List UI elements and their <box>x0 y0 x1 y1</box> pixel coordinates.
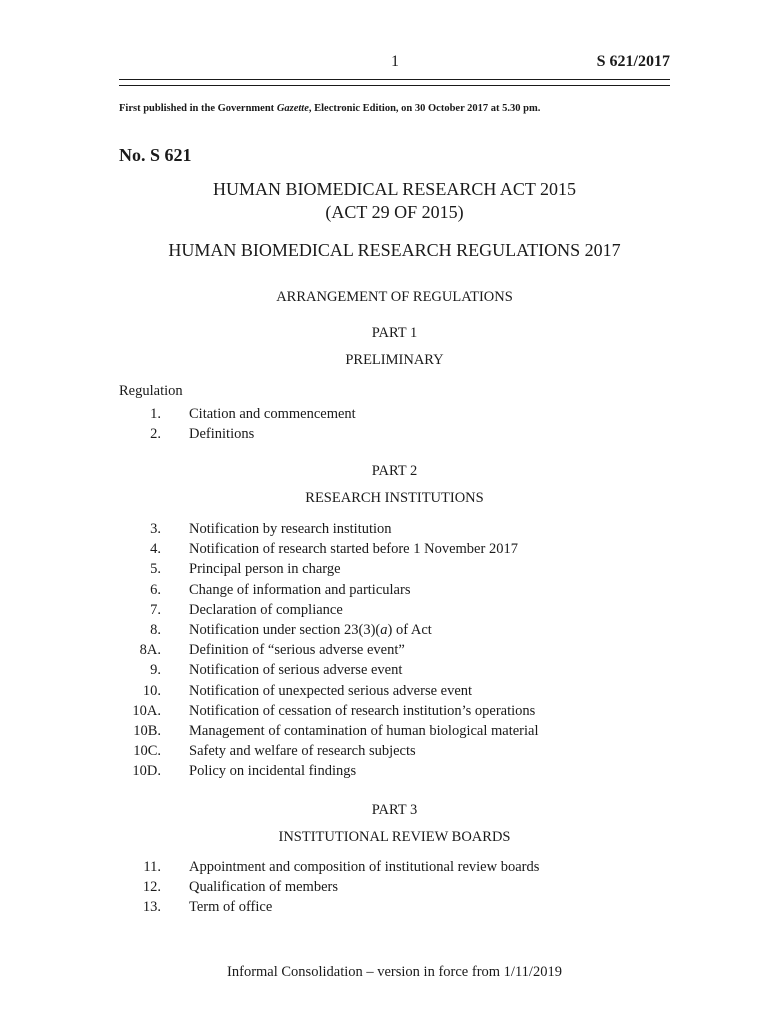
part-2-regulation-list <box>119 519 679 781</box>
regulation-title: Safety and welfare of research subjects <box>189 743 416 760</box>
list-item <box>119 857 679 877</box>
list-item <box>119 877 679 897</box>
act-title: HUMAN BIOMEDICAL RESEARCH ACT 2015 <box>212 179 577 199</box>
list-item <box>119 404 679 424</box>
regulation-title: Qualification of members <box>189 879 338 896</box>
regulation-title: Notification under section 23(3)(a) of Act <box>189 621 432 638</box>
regulation-title: Definitions <box>189 426 255 443</box>
regulation-number: 12. <box>142 879 161 896</box>
list-item <box>119 761 679 781</box>
consolidation-footer: Informal Consolidation – version in force from 1/11/2019 <box>227 964 562 980</box>
regulation-number: 10A. <box>132 702 161 719</box>
regulation-title: Notification of research started before 1 November 2017 <box>189 541 518 558</box>
header-rule-bottom <box>119 85 670 86</box>
regulation-number: 8. <box>150 621 161 638</box>
regulation-column-label: Regulation <box>119 383 183 399</box>
part-3-regulation-list <box>119 857 679 918</box>
regulation-number: 3. <box>150 521 161 537</box>
regulation-number: 10B. <box>133 722 161 739</box>
regulation-title: Definition of “serious adverse event” <box>189 642 405 659</box>
page-number: 1 <box>391 53 399 70</box>
publication-note: First published in the Government Gazette, Electronic Edition, on 30 October 2017 at 5.30 pm. <box>119 103 541 114</box>
part-2-label: PART 2 <box>371 463 418 479</box>
list-item <box>119 897 679 917</box>
regulation-number: 11. <box>143 859 161 875</box>
list-item <box>119 640 679 660</box>
list-item <box>119 660 679 680</box>
list-item <box>119 681 679 701</box>
list-item <box>119 620 679 640</box>
gazette-reference: S 621/2017 <box>596 53 670 70</box>
regulation-number: 8A. <box>139 642 161 659</box>
regulation-number: 10D. <box>132 763 161 780</box>
part-1-title: PRELIMINARY <box>345 352 444 368</box>
regulation-title: Change of information and particulars <box>189 581 411 598</box>
regulation-title: Management of contamination of human biological material <box>189 722 539 739</box>
regulations-title: HUMAN BIOMEDICAL RESEARCH REGULATIONS 2017 <box>168 240 621 260</box>
part-1-label: PART 1 <box>371 325 418 341</box>
part-3-title: INSTITUTIONAL REVIEW BOARDS <box>278 829 511 845</box>
regulation-title: Notification of unexpected serious adverse event <box>189 682 473 699</box>
regulation-number: 6. <box>150 581 161 598</box>
regulation-number: 13. <box>142 899 161 916</box>
regulation-number: 4. <box>150 541 161 558</box>
regulation-title: Appointment and composition of institutional review boards <box>189 859 540 875</box>
list-item <box>119 580 679 600</box>
regulation-number: 1. <box>150 406 161 422</box>
regulation-number: 9. <box>150 662 161 679</box>
list-item <box>119 519 679 539</box>
notice-number: No. S 621 <box>119 145 192 165</box>
regulation-title: Policy on incidental findings <box>189 763 357 780</box>
part-3-label: PART 3 <box>371 802 418 818</box>
regulation-title: Citation and commencement <box>189 406 356 422</box>
regulation-number: 5. <box>150 561 161 578</box>
regulation-number: 7. <box>150 601 161 618</box>
act-number: (ACT 29 OF 2015) <box>325 202 464 222</box>
list-item <box>119 559 679 579</box>
regulation-number: 2. <box>150 426 161 443</box>
regulation-title: Principal person in charge <box>189 561 341 578</box>
list-item <box>119 424 679 444</box>
regulation-title: Term of office <box>189 899 273 916</box>
list-item <box>119 701 679 721</box>
regulation-title: Notification of serious adverse event <box>189 662 403 679</box>
arrangement-title: ARRANGEMENT OF REGULATIONS <box>276 289 513 305</box>
regulation-number: 10C. <box>133 743 161 760</box>
header-rule-top <box>119 79 670 80</box>
part-2-title: RESEARCH INSTITUTIONS <box>305 490 484 506</box>
list-item <box>119 600 679 620</box>
part-1-regulation-list <box>119 404 679 444</box>
list-item <box>119 721 679 741</box>
regulation-title: Declaration of compliance <box>189 601 343 618</box>
regulation-number: 10. <box>142 682 161 699</box>
regulation-title: Notification by research institution <box>189 521 392 537</box>
list-item <box>119 539 679 559</box>
list-item <box>119 741 679 761</box>
regulation-title: Notification of cessation of research institution’s operations <box>189 702 536 719</box>
